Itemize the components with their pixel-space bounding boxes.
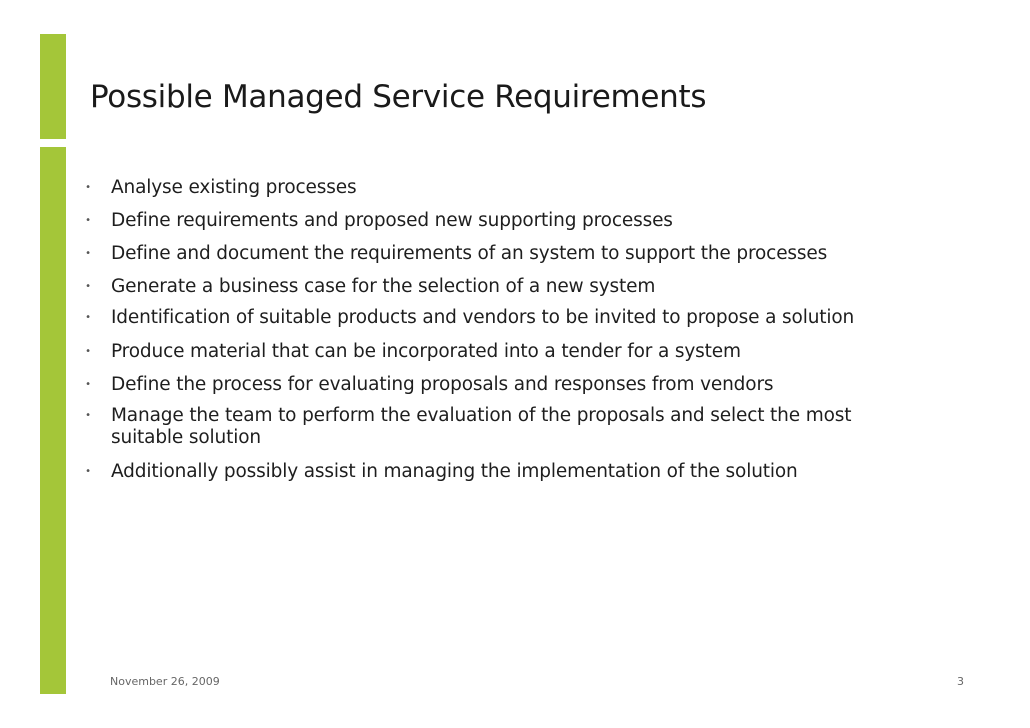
- bullet-icon: •: [85, 182, 91, 193]
- bullet-icon: •: [85, 215, 91, 226]
- list-item-text: Define and document the requirements of an system to support the processes: [111, 243, 828, 264]
- list-item-text: Additionally possibly assist in managing the implementation of the solution: [111, 461, 798, 482]
- bullet-icon: •: [85, 379, 91, 390]
- list-item-text: Manage the team to perform the evaluation of the proposals and select the most suitable solution: [111, 405, 852, 448]
- accent-bar-top: [40, 34, 66, 139]
- list-item: [84, 372, 914, 397]
- list-item: [84, 175, 914, 200]
- list-item: [84, 241, 914, 266]
- accent-bar-bottom: [40, 147, 66, 694]
- list-item-text: Define the process for evaluating proposals and responses from vendors: [111, 374, 774, 395]
- list-item-text: Identification of suitable products and vendors to be invited to propose a solution: [111, 307, 855, 328]
- bullet-icon: •: [85, 281, 91, 292]
- footer-date: November 26, 2009: [110, 675, 220, 688]
- list-item: [84, 208, 914, 233]
- bullet-icon: •: [85, 466, 91, 477]
- list-item-text: Produce material that can be incorporated into a tender for a system: [111, 341, 741, 362]
- list-item-text: Define requirements and proposed new supporting processes: [111, 210, 673, 231]
- bullet-icon: •: [85, 410, 91, 421]
- slide-title: Possible Managed Service Requirements: [90, 79, 707, 115]
- list-item: [84, 274, 914, 299]
- list-item-text: Analyse existing processes: [111, 177, 357, 198]
- bullet-icon: •: [85, 346, 91, 357]
- page-number: 3: [957, 675, 964, 688]
- list-item-text: Generate a business case for the selection of a new system: [111, 276, 656, 297]
- list-item: [84, 405, 914, 449]
- list-item: [84, 459, 914, 484]
- bullet-list: [84, 175, 914, 492]
- list-item: [84, 307, 914, 329]
- bullet-icon: •: [85, 312, 91, 323]
- bullet-icon: •: [85, 248, 91, 259]
- list-item: [84, 339, 914, 364]
